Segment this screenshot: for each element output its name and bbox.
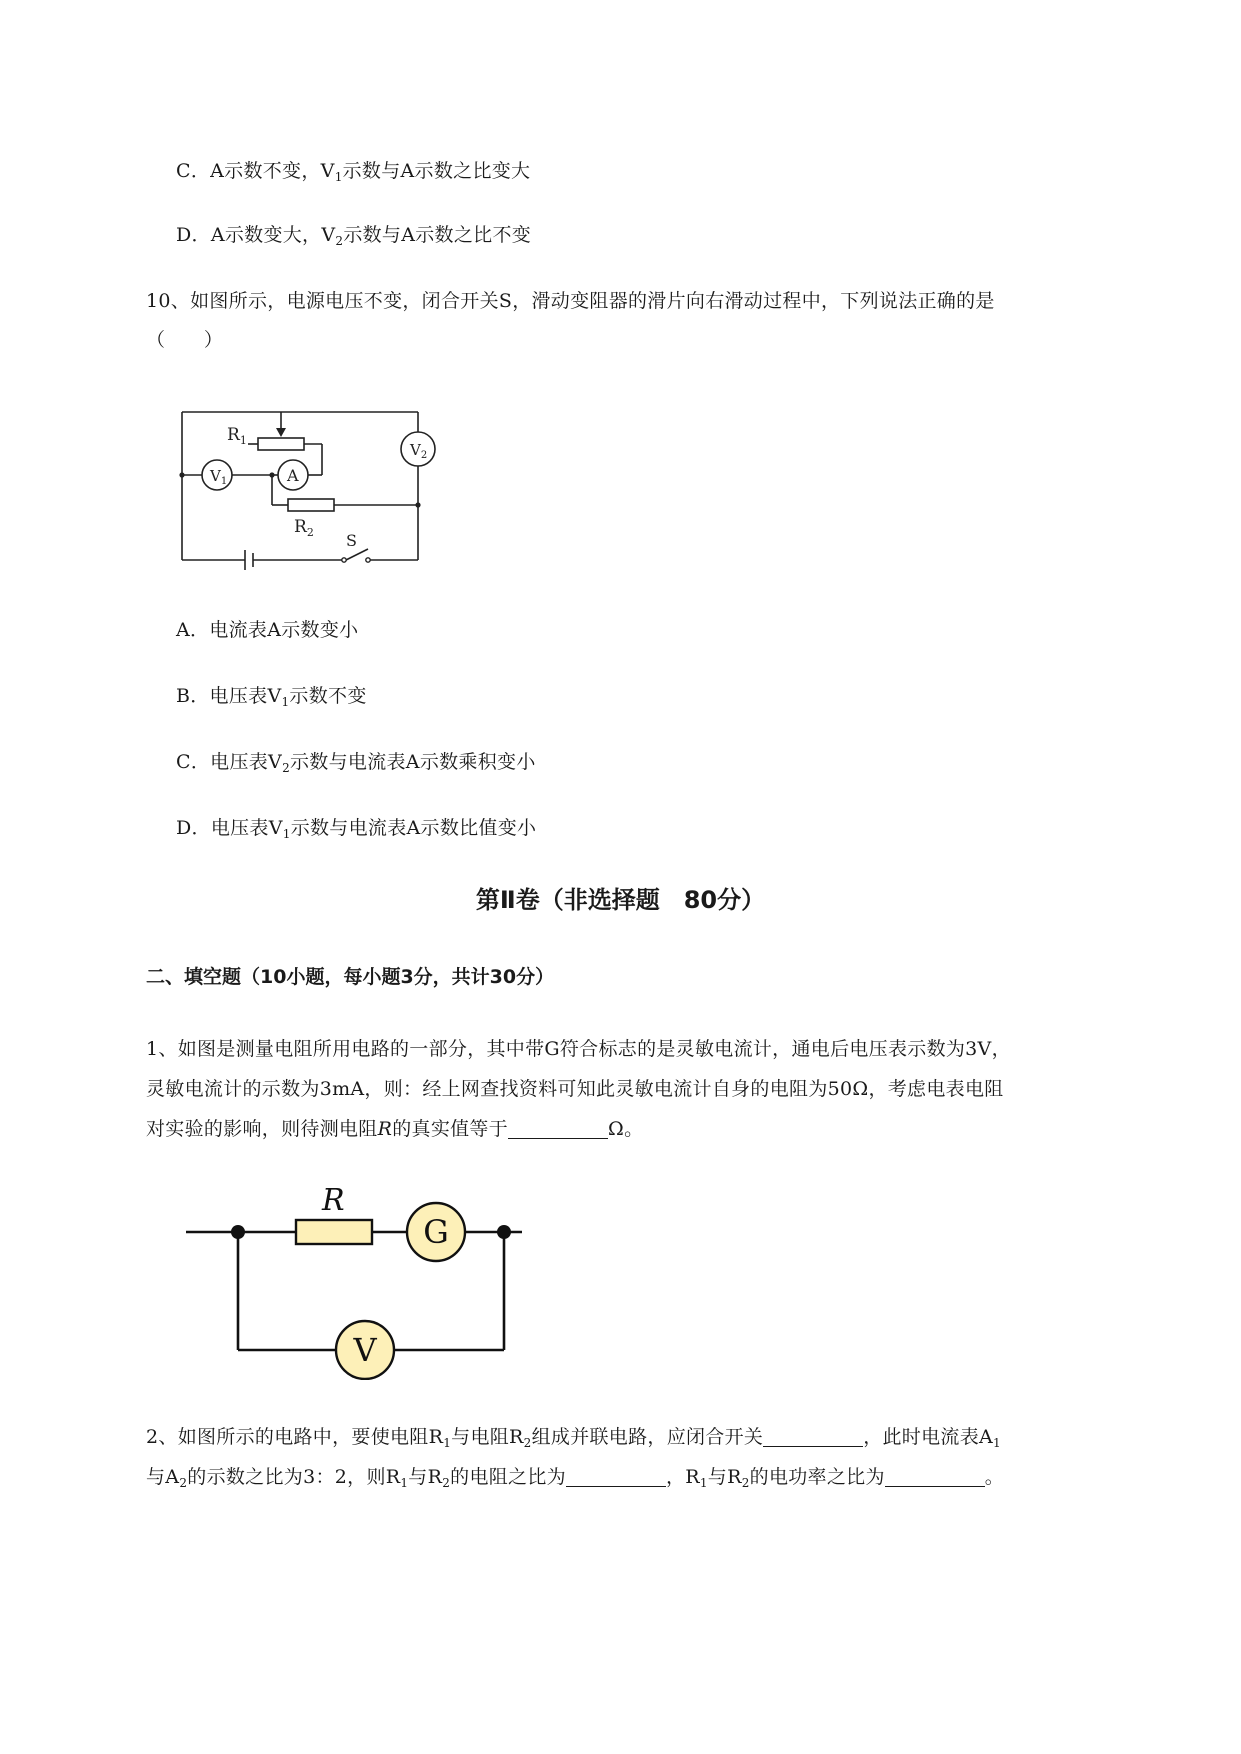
fill2-l2-text-e: ，R xyxy=(665,1466,700,1488)
part2-title: 第Ⅱ卷（非选择题 80分） xyxy=(475,886,766,914)
q10-option-b-text-b: 示数不变 xyxy=(289,685,367,707)
fill1-line3-text-c: Ω。 xyxy=(608,1118,644,1140)
q9-option-d-text-b: 示数与A示数之比不变 xyxy=(343,224,532,246)
q10-option-d-text-b: 示数与电流表A示数比值变小 xyxy=(290,817,537,839)
q10-option-d-text-a: D．电压表V xyxy=(176,817,283,839)
fill2-l2-text-f: 与R xyxy=(707,1466,742,1488)
fill2-l2-text-b: 的示数之比为3：2，则R xyxy=(187,1466,401,1488)
fill2-l2-text-g: 的电功率之比为 xyxy=(749,1466,885,1488)
q10-option-b-text-a: B．电压表V xyxy=(176,685,282,707)
q10-option-c-text-a: C．电压表V xyxy=(176,751,283,773)
q9-option-d-sub: 2 xyxy=(335,234,344,248)
q10-circuit-diagram xyxy=(170,400,440,580)
v1-meter-label: $V_1$ xyxy=(210,467,228,487)
r1-label: $R_1$ xyxy=(227,425,247,447)
q9-option-c-text-a: C．A示数不变，V xyxy=(176,160,335,182)
q10-option-c[interactable] xyxy=(176,749,536,775)
fill2-l1-sub2: 2 xyxy=(523,1436,532,1450)
fill1-line3-text-b: 的真实值等于 xyxy=(392,1118,509,1140)
fill2-l1-text-c: 组成并联电路，应闭合开关 xyxy=(531,1426,764,1448)
q10-option-d-sub: 1 xyxy=(282,827,291,841)
fill-section-heading: 二、填空题（10小题，每小题3分，共计30分） xyxy=(146,966,555,988)
q10-option-c-sub: 2 xyxy=(282,761,290,775)
galvanometer-g-label: G xyxy=(423,1213,449,1251)
fill2-l2-sub5: 2 xyxy=(741,1476,750,1490)
fill2-l2-sub3: 2 xyxy=(442,1476,451,1490)
fill2-l1-text-a: 2、如图所示的电路中，要使电阻R xyxy=(146,1426,444,1448)
fill1-circuit-diagram xyxy=(180,1180,530,1380)
q10-stem-line1: 10、如图所示，电源电压不变，闭合开关S，滑动变阻器的滑片向右滑动过程中，下列说法正确的是 xyxy=(146,290,995,312)
q9-option-d-text-a: D．A示数变大，V xyxy=(176,224,336,246)
fill2-l1-text-b: 与电阻R xyxy=(451,1426,524,1448)
resistor-r-label: R xyxy=(322,1183,345,1218)
fill1-answer-blank[interactable] xyxy=(508,1118,608,1139)
q9-option-c[interactable] xyxy=(176,158,530,184)
q10-option-a[interactable]: A．电流表A示数变小 xyxy=(176,619,359,641)
q10-option-c-text-b: 示数与电流表A示数乘积变小 xyxy=(290,751,536,773)
fill2-l2-sub2: 1 xyxy=(400,1476,409,1490)
ammeter-label: A xyxy=(287,466,299,485)
fill2-l1-sub3: 1 xyxy=(993,1436,1001,1450)
q9-option-d[interactable] xyxy=(176,222,531,248)
fill2-line1 xyxy=(146,1424,1001,1450)
q10-stem-line2: （ ） xyxy=(146,329,224,351)
q10-option-d[interactable] xyxy=(176,815,536,841)
fill1-line3 xyxy=(146,1116,643,1142)
q9-option-c-text-b: 示数与A示数之比变大 xyxy=(342,160,531,182)
fill1-line1: 1、如图是测量电阻所用电路的一部分，其中带G符合标志的是灵敏电流计，通电后电压表示数为3V， xyxy=(146,1038,1011,1060)
fill2-l2-text-c: 与R xyxy=(408,1466,443,1488)
fill2-power-ratio-blank[interactable] xyxy=(885,1466,985,1487)
q9-option-c-sub: 1 xyxy=(334,170,343,184)
q10-option-b[interactable] xyxy=(176,683,367,709)
fill1-var-r: R xyxy=(377,1118,393,1140)
v2-meter-label: $V_2$ xyxy=(410,441,428,461)
voltmeter-v-label: V xyxy=(353,1331,377,1369)
fill2-l2-text-a: 与A xyxy=(146,1466,180,1488)
fill2-l1-text-d: ，此时电流表A xyxy=(863,1426,994,1448)
q10-option-b-sub: 1 xyxy=(281,695,290,709)
fill1-line2: 灵敏电流计的示数为3mA，则：经上网查找资料可知此灵敏电流计自身的电阻为50Ω，考虑电表电阻 xyxy=(146,1078,1004,1100)
fill2-l2-text-h: 。 xyxy=(984,1466,1005,1488)
fill2-l2-text-d: 的电阻之比为 xyxy=(450,1466,566,1488)
fill2-l2-sub4: 1 xyxy=(699,1476,708,1490)
r2-label: $R_2$ xyxy=(294,517,314,539)
fill2-line2 xyxy=(146,1464,1004,1490)
switch-label: S xyxy=(346,531,357,550)
fill2-resistance-ratio-blank[interactable] xyxy=(566,1466,666,1487)
fill2-l1-sub1: 1 xyxy=(443,1436,452,1450)
fill2-l2-sub1: 2 xyxy=(179,1476,188,1490)
fill2-switch-blank[interactable] xyxy=(763,1426,863,1447)
fill1-line3-text-a: 对实验的影响，则待测电阻 xyxy=(146,1118,378,1140)
